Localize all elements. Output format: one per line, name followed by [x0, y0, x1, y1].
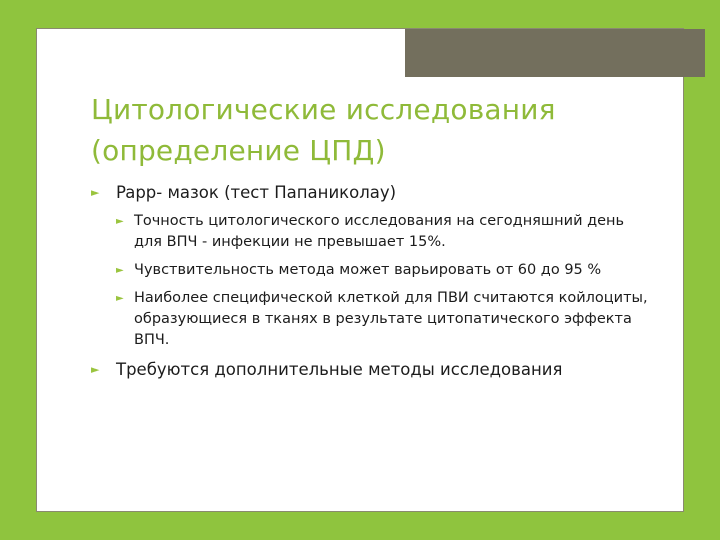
bullet-item-additional-methods — [91, 358, 651, 382]
bullet-arrow-icon: ► — [116, 293, 124, 304]
sub-bullet-accuracy — [116, 211, 651, 253]
bullet-text: Требуются дополнительные методы исследования — [116, 360, 563, 379]
sub-bullet-text: Точность цитологического исследования на сегодняшний день для ВПЧ - инфекции не превышает 15%. — [134, 213, 625, 250]
slide-content — [91, 181, 651, 382]
slide — [36, 28, 684, 512]
bullet-arrow-icon: ► — [91, 186, 100, 199]
bullet-arrow-icon: ► — [116, 216, 124, 227]
bullet-text: Papp- мазок (тест Папаниколау) — [116, 183, 397, 202]
bullet-item-papp — [91, 181, 651, 205]
sub-bullet-sensitivity — [116, 260, 651, 281]
sub-bullet-text: Наиболее специфической клеткой для ПВИ считаются койлоциты, образующиеся в тканях в результате цитопатического эффекта ВПЧ. — [134, 290, 648, 348]
accent-bar — [405, 29, 705, 77]
slide-title: Цитологические исследования (определение ЦПД) — [91, 93, 556, 167]
bullet-arrow-icon: ► — [91, 363, 100, 376]
bullet-arrow-icon: ► — [116, 265, 124, 276]
sub-bullet-text: Чувствительность метода может варьировать от 60 до 95 % — [134, 262, 602, 278]
sub-bullet-koilocytes — [116, 288, 651, 351]
